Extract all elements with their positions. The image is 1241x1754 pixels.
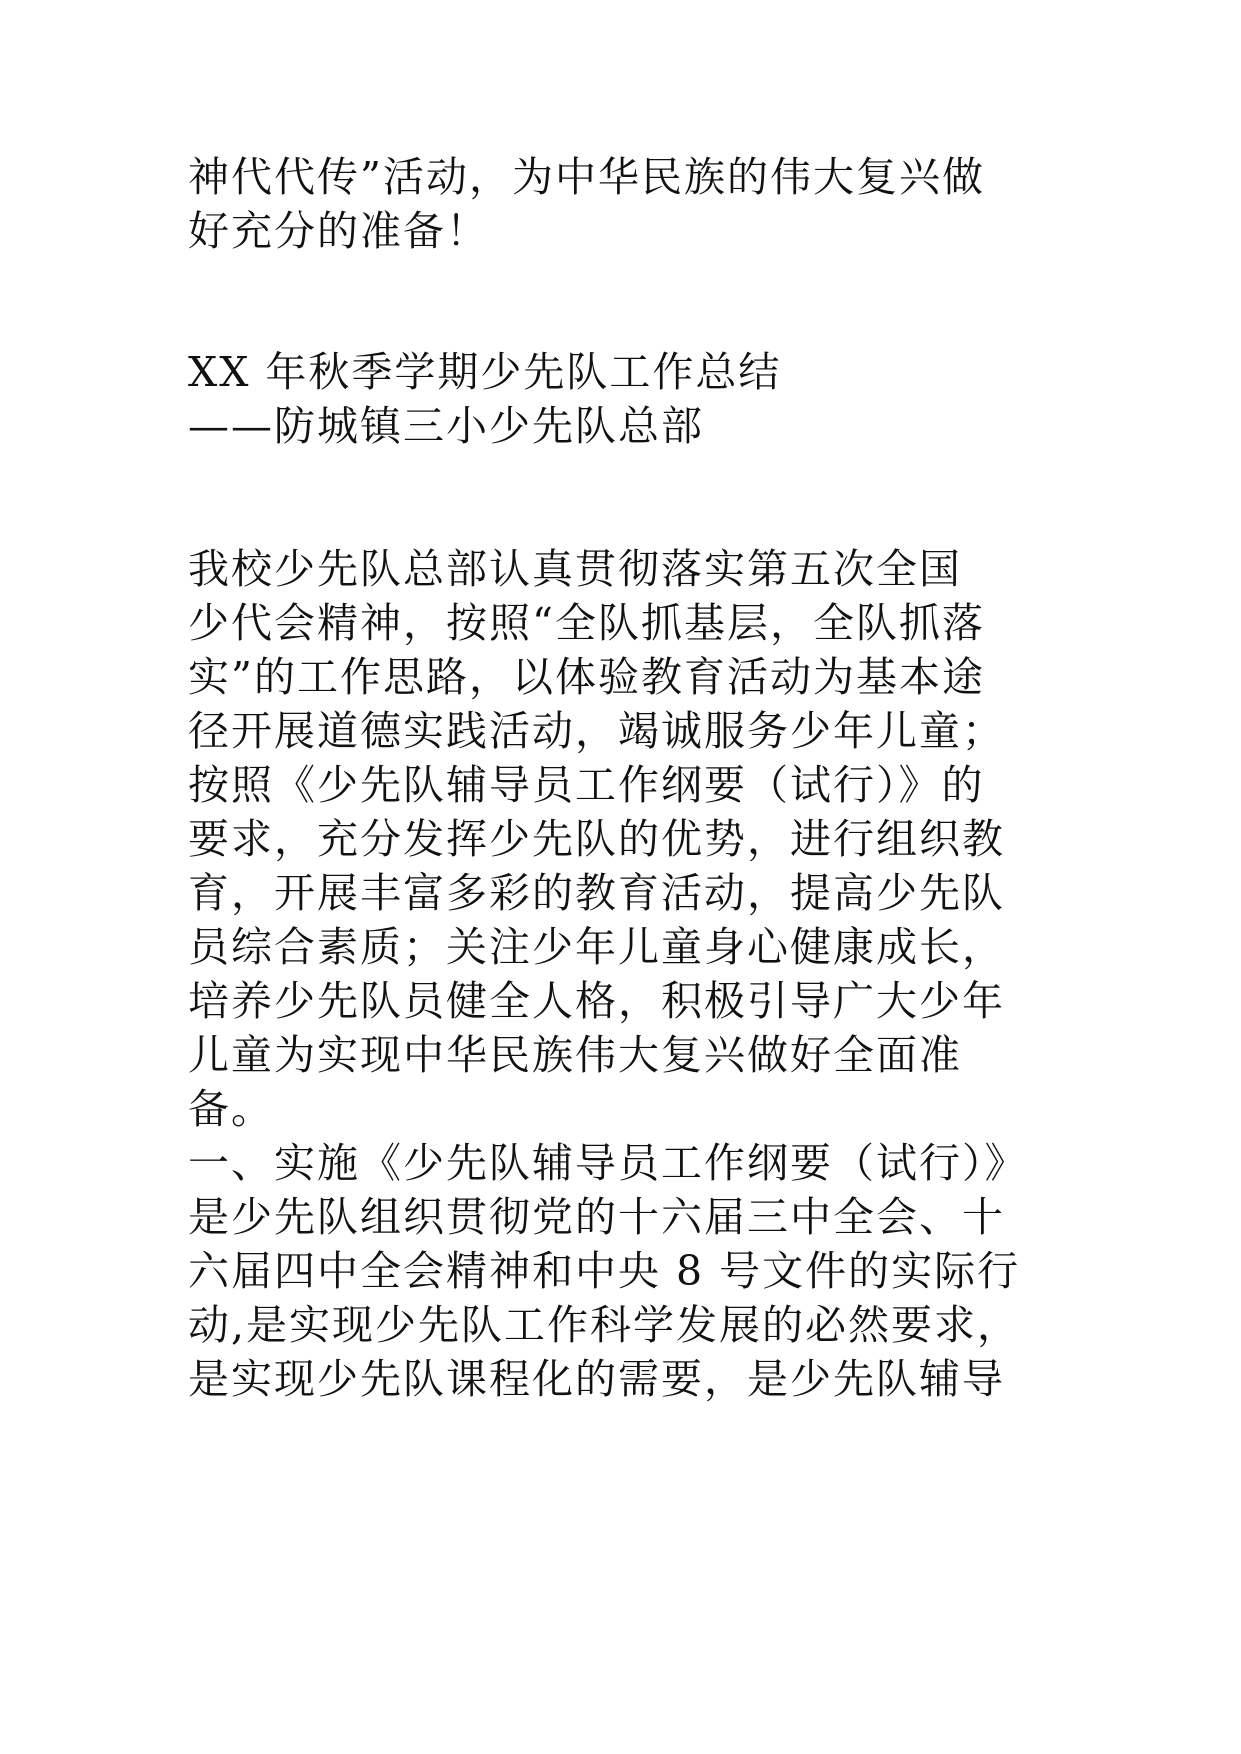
document-subtitle: ——防城镇三小少先队总部 (188, 402, 704, 450)
body-line-7: 育，开展丰富多彩的教育活动，提高少先队 (188, 869, 1005, 917)
body-line-15: 动,是实现少先队工作科学发展的必然要求， (188, 1301, 1021, 1349)
body-line-16: 是实现少先队课程化的需要，是少先队辅导 (188, 1355, 1005, 1403)
intro-line-1: 神代代传”活动，为中华民族的伟大复兴做 (188, 153, 985, 201)
body-line-10: 儿童为实现中华民族伟大复兴做好全面准 (188, 1031, 962, 1079)
body-line-9: 培养少先队员健全人格，积极引导广大少年 (188, 977, 1005, 1025)
body-line-11: 备。 (188, 1085, 274, 1133)
intro-line-2: 好充分的准备！ (188, 207, 489, 255)
body-line-1: 我校少先队总部认真贯彻落实第五次全国 (188, 545, 962, 593)
body-line-3: 实”的工作思路，以体验教育活动为基本途 (188, 653, 985, 701)
body-line-13: 是少先队组织贯彻党的十六届三中全会、十 (188, 1193, 1005, 1241)
body-line-2: 少代会精神，按照“全队抓基层，全队抓落 (188, 599, 985, 647)
body-line-12: 一、实施《少先队辅导员工作纲要（试行）》 (188, 1139, 1028, 1187)
body-line-14: 六届四中全会精神和中央 8 号文件的实际行 (188, 1247, 1021, 1295)
document-title: XX 年秋季学期少先队工作总结 (188, 348, 782, 396)
document-heading (188, 345, 1068, 453)
body-line-4: 径开展道德实践活动，竭诚服务少年儿童； (188, 707, 1005, 755)
body-line-5: 按照《少先队辅导员工作纲要（试行）》的 (188, 761, 985, 809)
body-line-8: 员综合素质；关注少年儿童身心健康成长， (188, 923, 1005, 971)
body-line-6: 要求，充分发挥少先队的优势，进行组织教 (188, 815, 1005, 863)
body-text (188, 542, 1068, 1406)
intro-paragraph (188, 150, 1068, 258)
